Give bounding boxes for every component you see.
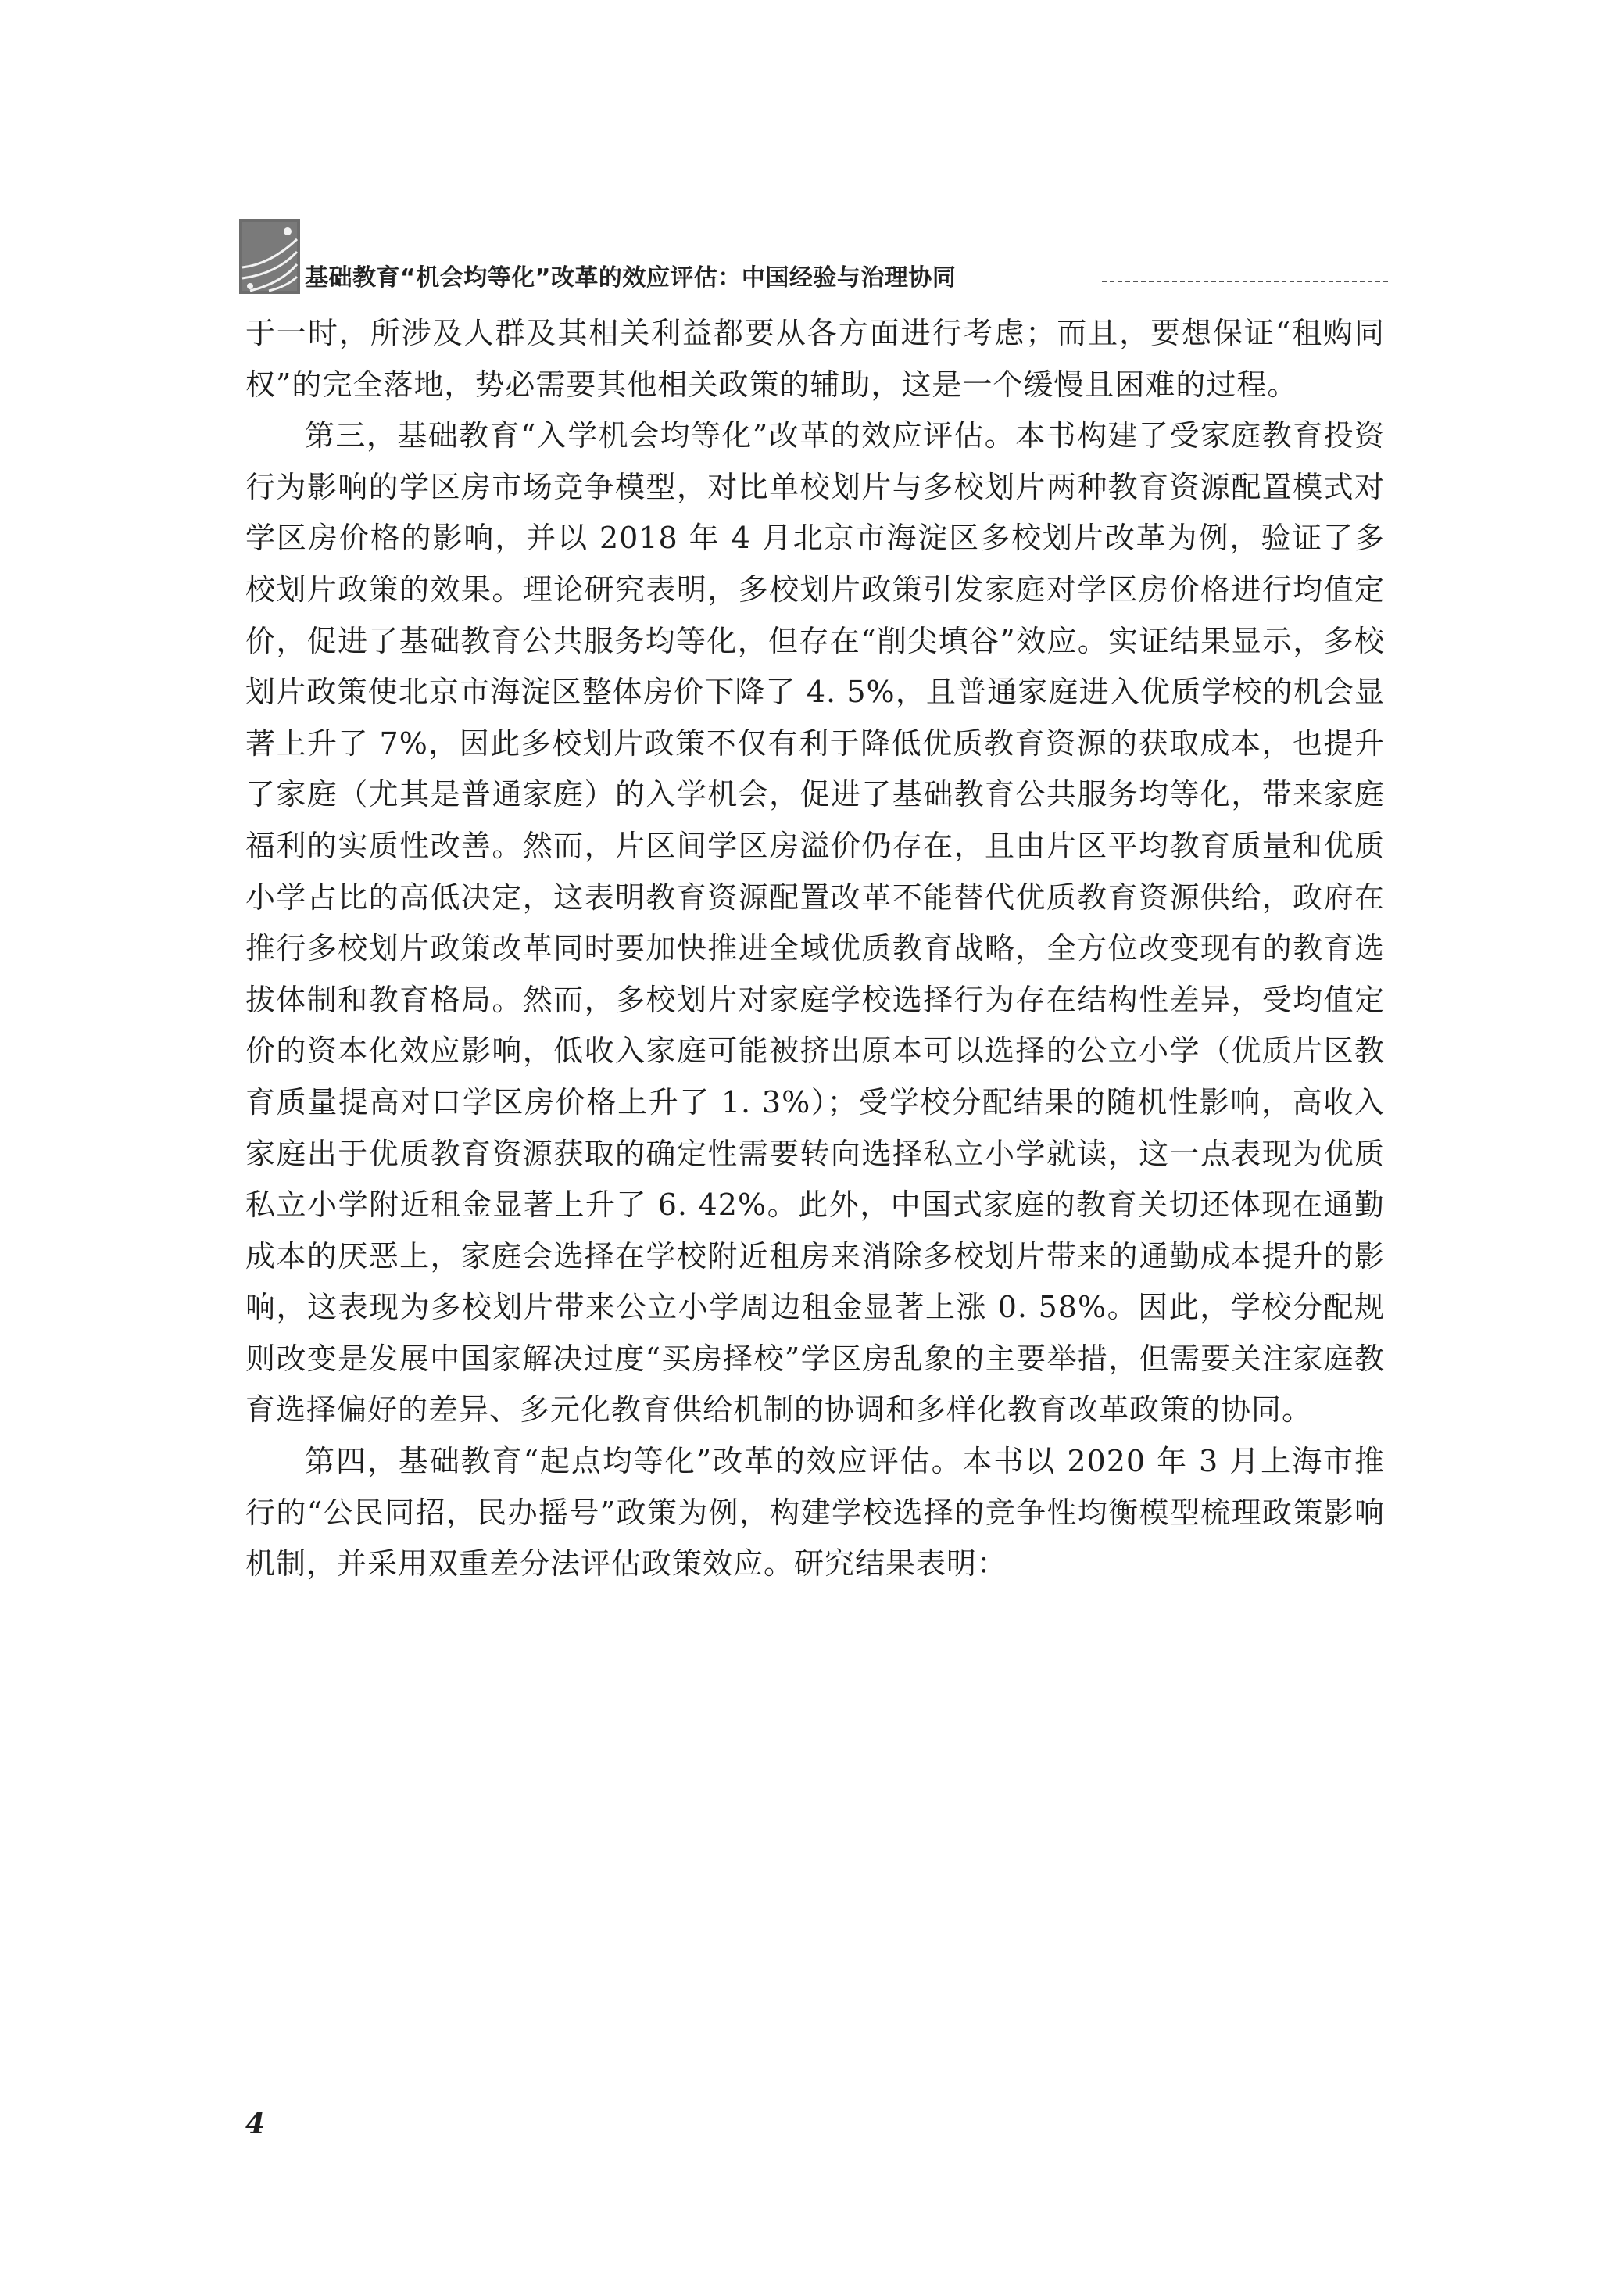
paragraph-fourth-point: 第四，基础教育“起点均等化”改革的效应评估。本书以 2020 年 3 月上海市推行的“公民同招，民办摇号”政策为例，构建学校选择的竞争性均衡模型梳理政策影响机制，并采用双重差分法评估政策效应。研究结果表明： xyxy=(245,1444,1385,1581)
page-header xyxy=(239,219,1388,297)
header-dashed-rule xyxy=(1102,281,1388,282)
main-text xyxy=(245,308,1385,1590)
paragraph-continued: 于一时，所涉及人群及其相关利益都要从各方面进行考虑；而且，要想保证“租购同权”的完全落地，势必需要其他相关政策的辅助，这是一个缓慢且困难的过程。 xyxy=(245,316,1385,402)
ripple-logo-icon xyxy=(239,219,300,294)
running-title: 基础教育“机会均等化”改革的效应评估：中国经验与治理协同 xyxy=(305,264,957,292)
page-number: 4 xyxy=(245,2108,266,2140)
paragraph-third-point: 第三，基础教育“入学机会均等化”改革的效应评估。本书构建了受家庭教育投资行为影响的学区房市场竞争模型，对比单校划片与多校划片两种教育资源配置模式对学区房价格的影响，并以 2018 年 4 月北京市海淀区多校划片改革为例，验证了多校划片政策的效果。理论研究表明，多校划片政策引发家庭对学区房价格进行均值定价，促进了基础教育公共服务均等化，但存在“削尖填谷”效应。实证结果显示，多校划片政策使北京市海淀区整体房价下降了 4. 5%，且普通家庭进入优质学校的机会显著上升了 7%，因此多校划片政策不仅有利于降低优质教育资源的获取成本，也提升了家庭（尤其是普通家庭）的入学机会，促进了基础教育公共服务均等化，带来家庭福利的实质性改善。然而，片区间学区房溢价仍存在，且由片区平均教育质量和优质小学占比的高低决定，这表明教育资源配置改革不能替代优质教育资源供给，政府在推行多校划片政策改革同时要加快推进全域优质教育战略，全方位改变现有的教育选拔体制和教育格局。然而，多校划片对家庭学校选择行为存在结构性差异，受均值定价的资本化效应影响，低收入家庭可能被挤出原本可以选择的公立小学（优质片区教育质量提高对口学区房价格上升了 1. 3%）；受学校分配结果的随机性影响，高收入家庭出于优质教育资源获取的确定性需要转向选择私立小学就读，这一点表现为优质私立小学附近租金显著上升了 6. 42%。此外，中国式家庭的教育关切还体现在通勤成本的厌恶上，家庭会选择在学校附近租房来消除多校划片带来的通勤成本提升的影响，这表现为多校划片带来公立小学周边租金显著上涨 0. 58%。因此，学校分配规则改变是发展中国家解决过度“买房择校”学区房乱象的主要举措，但需要关注家庭教育选择偏好的差异、多元化教育供给机制的协调和多样化教育改革政策的协同。 xyxy=(245,418,1385,1427)
